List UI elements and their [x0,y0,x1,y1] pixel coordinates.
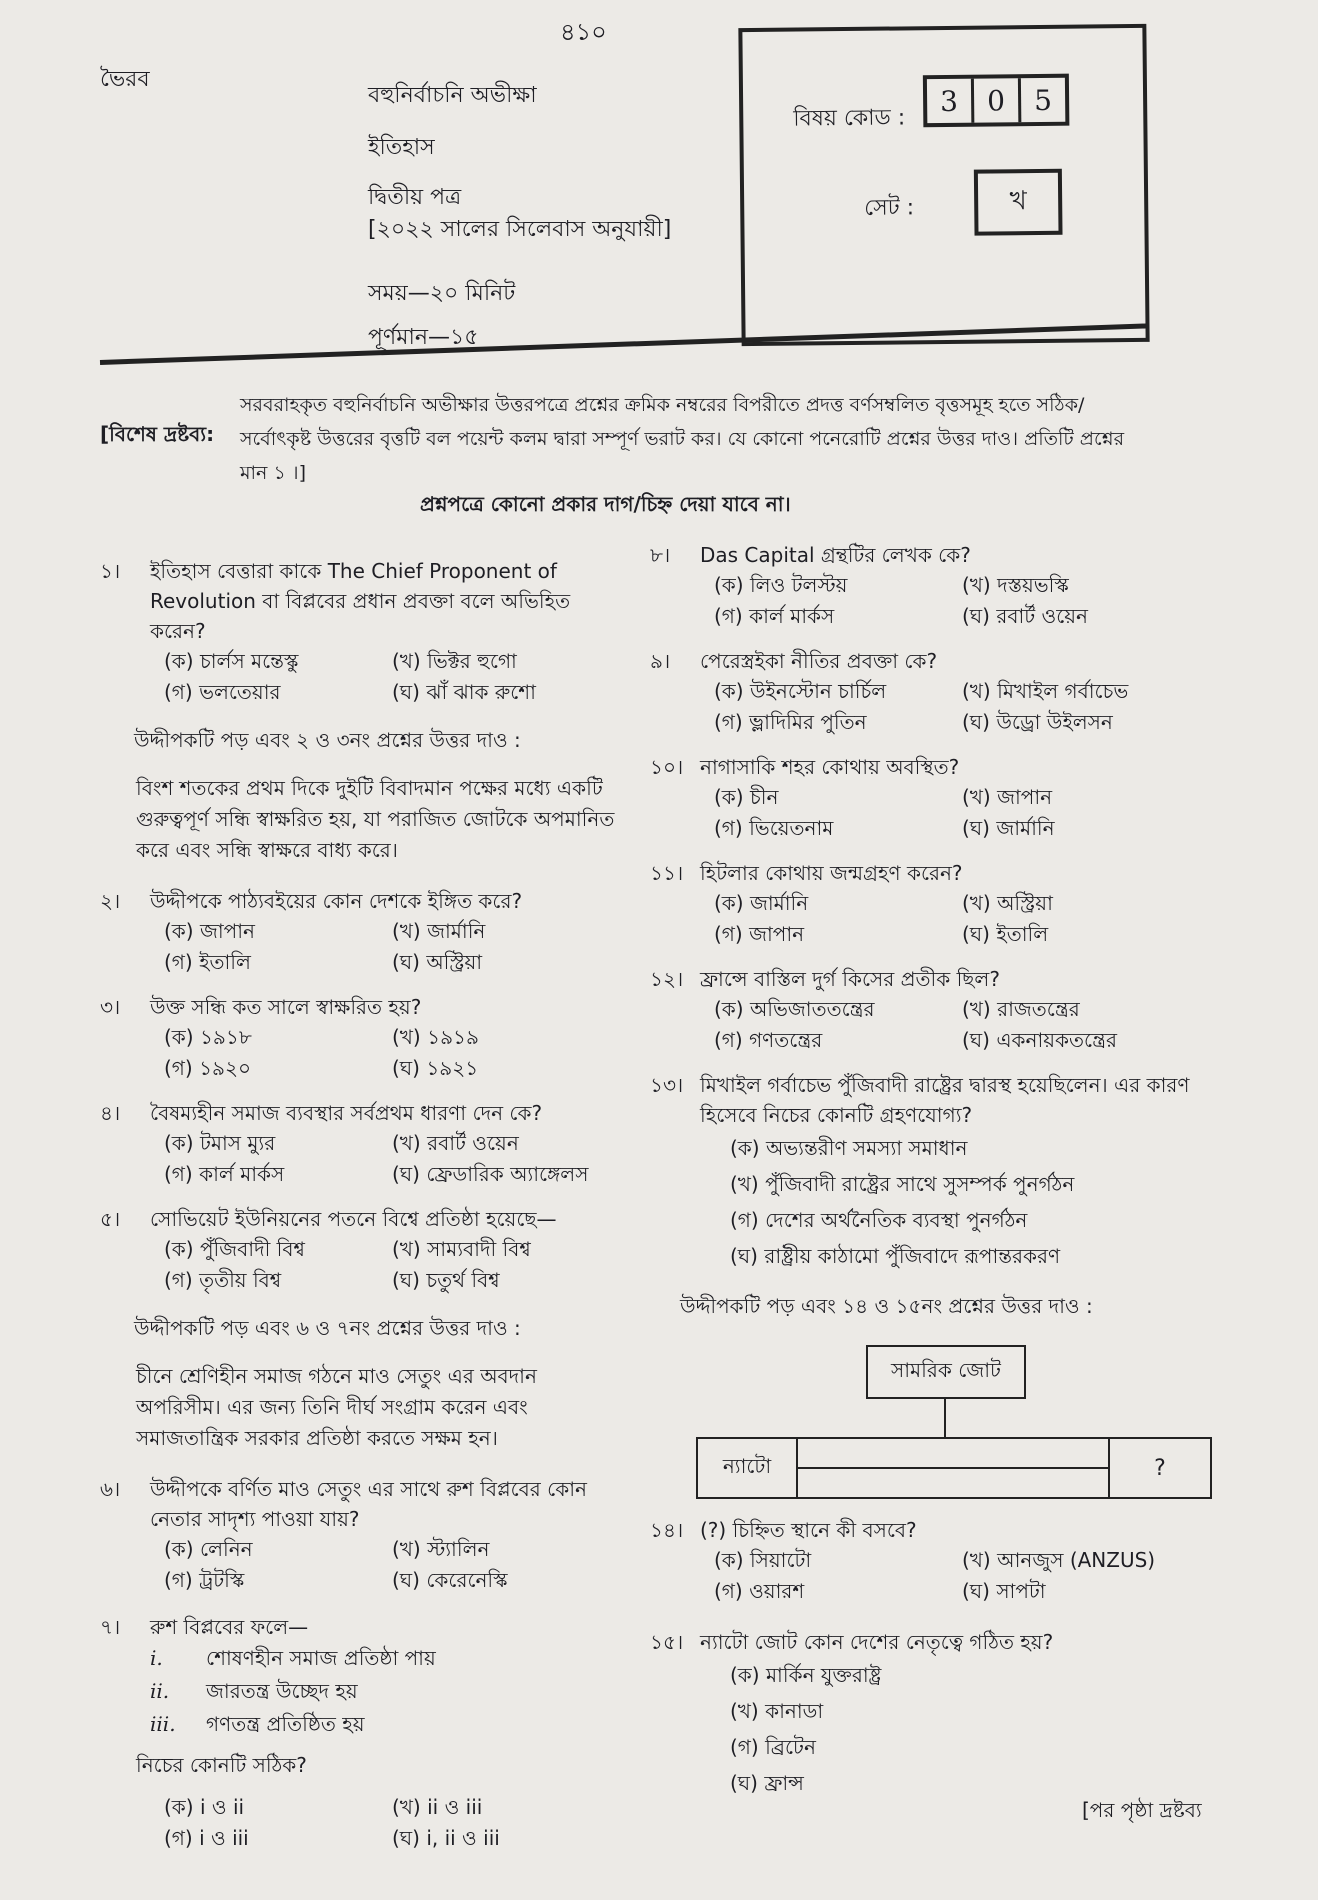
time-allowed: সময়—২০ মিনিট [368,281,516,306]
question-number: ৩। [100,995,121,1019]
options [730,1130,1210,1274]
question-12 [650,964,1210,994]
option: (ঘ) কেরেনেস্কি [392,1568,508,1592]
paper-name: দ্বিতীয় পত্র [368,185,462,210]
option: (গ) ১৯২০ [164,1056,252,1080]
question-9 [650,646,1210,676]
option: (খ) মিখাইল গর্বাচেভ [962,679,1129,703]
option: (ঘ) i, ii ও iii [392,1826,500,1850]
header-divider [100,323,1148,365]
option: (খ) রবার্ট ওয়েন [392,1131,519,1155]
option: (ক) টমাস ম্যুর [164,1131,276,1155]
next-page-note: [পর পৃষ্ঠা দ্রষ্টব্য [1082,1798,1202,1822]
question-number: ১৫। [650,1630,684,1654]
statement-list [150,1642,620,1741]
question-text: ন্যাটো জোট কোন দেশের নেতৃত্বে গঠিত হয়? [700,1630,1054,1654]
option: (ঘ) ইতালি [962,922,1049,946]
option: (ঘ) উড্রো উইলসন [962,710,1113,734]
option: (গ) গণতন্ত্রের [714,1028,823,1052]
left-column [100,548,620,1854]
question-text: ফ্রান্সে বাস্তিল দুর্গ কিসের প্রতীক ছিল? [700,967,1000,991]
question-text: বৈষম্যহীন সমাজ ব্যবস্থার সর্বপ্রথম ধারণা দেন কে? [150,1101,543,1125]
option: (ক) উইনস্টোন চার্চিল [714,679,887,703]
option: (খ) ১৯১৯ [392,1025,480,1049]
option: (ঘ) ফ্রেডারিক অ্যাঙ্গেলস [392,1162,589,1186]
question-3 [100,992,620,1022]
statement: i. শোষণহীন সমাজ প্রতিষ্ঠা পায় [150,1646,436,1670]
stimulus-heading: উদ্দীপকটি পড় এবং ২ ও ৩নং প্রশ্নের উত্তর দাও : [134,728,521,752]
options [730,1657,1210,1801]
question-7 [100,1612,620,1642]
options [714,1545,1210,1607]
option: (ক) লিও টলস্টয় [714,573,848,597]
diagram-connector [944,1397,946,1437]
question-text: উদ্দীপকে পাঠ্যবইয়ের কোন দেশকে ইঙ্গিত করে? [150,889,523,913]
question-number: ৭। [100,1615,121,1639]
subject-code-digit: 3 [927,79,974,123]
option: (ঘ) সাপটা [962,1579,1046,1603]
options [714,782,1210,844]
question-2 [100,886,620,916]
option: (গ) জাপান [714,922,805,946]
question-number: ২। [100,889,121,913]
option: (গ) ভলতেয়ার [164,680,281,704]
option: (গ) ট্রটস্কি [164,1568,245,1592]
question-8 [650,540,1210,570]
question-number: ৪। [100,1101,121,1125]
option: (ঘ) ঝাঁ ঝাক রুশো [392,680,536,704]
special-note-label: [বিশেষ দ্রষ্টব্য: [100,422,215,446]
diagram-top-box: সামরিক জোট [866,1345,1026,1399]
options [714,888,1210,950]
diagram-question-box: ? [1108,1439,1210,1497]
option: (ক) ১৯১৮ [164,1025,252,1049]
question-text: মিখাইল গর্বাচেভ পুঁজিবাদী রাষ্ট্রের দ্বারস্থ হয়েছিলেন। এর কারণ হিসেবে নিচের কোনটি গ্রহণযোগ্য? [700,1073,1190,1127]
question-number: ৬। [100,1477,121,1501]
option: (ক) জাপান [164,919,255,943]
options [164,1128,620,1190]
options [714,994,1210,1056]
option: (গ) কার্ল মার্কস [714,604,835,628]
options [164,1792,620,1854]
question-number: ১১। [650,861,684,885]
option: (গ) ইতালি [164,950,251,974]
option: (ঘ) চতুর্থ বিশ্ব [392,1268,500,1292]
option: (ঘ) ফ্রান্স [730,1771,804,1795]
option: (খ) সাম্যবাদী বিশ্ব [392,1237,531,1261]
option: (গ) ভিয়েতনাম [714,816,834,840]
exam-type: বহুনির্বাচনি অভীক্ষা [368,83,537,108]
options [164,646,620,708]
option: (ঘ) অস্ট্রিয়া [392,950,483,974]
option: (গ) কার্ল মার্কস [164,1162,285,1186]
options [164,1534,620,1596]
question-15 [650,1627,1210,1657]
option: (ক) পুঁজিবাদী বিশ্ব [164,1237,305,1261]
option: (ক) জার্মানি [714,891,809,915]
question-text: (?) চিহ্নিত স্থানে কী বসবে? [700,1518,917,1542]
warning-text: প্রশ্নপত্রে কোনো প্রকার দাগ/চিহ্ন দেয়া যাবে না। [420,492,791,516]
diagram-left-box: ন্যাটো [698,1439,798,1497]
question-number: ১২। [650,967,684,991]
set-label: সেট : [864,195,915,221]
option: (ঘ) একনায়কতন্ত্রের [962,1028,1117,1052]
option: (খ) ভিক্টর হুগো [392,649,517,673]
question-6 [100,1474,620,1534]
question-text: উক্ত সন্ধি কত সালে স্বাক্ষরিত হয়? [150,995,422,1019]
question-number: ৫। [100,1207,121,1231]
options [714,570,1210,632]
question-number: ৯। [650,649,671,673]
stimulus-heading: উদ্দীপকটি পড় এবং ১৪ ও ১৫নং প্রশ্নের উত্তর দাও : [680,1294,1093,1318]
set-value: খ [974,169,1063,236]
subject-code-digit: 5 [1034,83,1053,117]
option: (গ) ওয়ারশ [714,1579,805,1603]
which-correct-text: নিচের কোনটি সঠিক? [136,1753,307,1777]
question-number: ৮। [650,543,671,567]
options [714,676,1210,738]
alliance-diagram [670,1345,1200,1505]
question-1 [100,556,620,646]
option: (খ) পুঁজিবাদী রাষ্ট্রের সাথে সুসম্পর্ক পুনর্গঠন [730,1172,1075,1196]
option: (খ) রাজতন্ত্রের [962,997,1080,1021]
special-note-text: সরবরাহকৃত বহুনির্বাচনি অভীক্ষার উত্তরপত্রে প্রশ্নের ক্রমিক নম্বরের বিপরীতে প্রদত্ত বর্ণসম্বলিত বৃত্তসমূহ হতে সঠিক/সর্বোৎকৃষ্ট উত্তরের বৃত্তটি বল পয়েন্ট কলম দ্বারা সম্পূর্ণ ভরাট কর। যে কোনো পনেরোটি প্রশ্নের উত্তর দাও। প্রতিটি প্রশ্নের মান ১ ।] [240,394,1125,484]
option: (গ) তৃতীয় বিশ্ব [164,1268,282,1292]
option: (খ) জাপান [962,785,1053,809]
option: (ক) লেনিন [164,1537,253,1561]
question-4 [100,1098,620,1128]
option: (ঘ) ১৯২১ [392,1056,479,1080]
question-text: হিটলার কোথায় জন্মগ্রহণ করেন? [700,861,963,885]
subject-code-box [738,24,1149,346]
option: (গ) ব্রিটেন [730,1735,816,1759]
option: (ঘ) রাষ্ট্রীয় কাঠামো পুঁজিবাদে রূপান্তরকরণ [730,1244,1061,1268]
question-text: রুশ বিপ্লবের ফলে— [150,1615,309,1639]
question-13 [650,1070,1210,1130]
option: (গ) ভ্লাদিমির পুতিন [714,710,867,734]
subject-code-label: বিষয় কোড : [793,105,906,132]
statement: ii. জারতন্ত্র উচ্ছেদ হয় [150,1679,358,1703]
board-name: ভৈরব [100,67,150,92]
option: (খ) কানাডা [730,1699,824,1723]
full-marks: পূর্ণমান—১৫ [368,325,479,350]
options [164,1234,620,1296]
option: (খ) দস্তয়ভস্কি [962,573,1069,597]
question-text: উদ্দীপকে বর্ণিত মাও সেতুং এর সাথে রুশ বিপ্লবের কোন নেতার সাদৃশ্য পাওয়া যায়? [150,1477,587,1531]
option: (গ) দেশের অর্থনৈতিক ব্যবস্থা পুনর্গঠন [730,1208,1028,1232]
question-text: ইতিহাস বেত্তারা কাকে The Chief Proponent of Revolution বা বিপ্লবের প্রধান প্রবক্তা বলে অভিহিত করেন? [150,559,571,643]
question-10 [650,752,1210,782]
question-5 [100,1204,620,1234]
stimulus-text: চীনে শ্রেণিহীন সমাজ গঠনে মাও সেতুং এর অবদান অপরিসীম। এর জন্য তিনি দীর্ঘ সংগ্রাম করেন এবং সমাজতান্ত্রিক সরকার প্রতিষ্ঠা করতে সক্ষম হন। [136,1364,537,1450]
option: (খ) অস্ট্রিয়া [962,891,1053,915]
option: (ক) চার্লস মন্তেস্কু [164,649,299,673]
option: (খ) জার্মানি [392,919,486,943]
question-number: ১৩। [650,1073,684,1097]
option: (ঘ) রবার্ট ওয়েন [962,604,1088,628]
diagram-middle-line [798,1467,1108,1469]
right-column [650,532,1210,1801]
option: (গ) i ও iii [164,1826,249,1850]
statement: iii. গণতন্ত্র প্রতিষ্ঠিত হয় [150,1712,365,1736]
option: (খ) স্ট্যালিন [392,1537,490,1561]
question-text: নাগাসাকি শহর কোথায় অবস্থিত? [700,755,960,779]
option: (ঘ) জার্মানি [962,816,1055,840]
option: (ক) i ও ii [164,1795,245,1819]
question-text: পেরেস্ত্রইকা নীতির প্রবক্তা কে? [700,649,938,673]
question-number: ১। [100,559,121,583]
question-number: ১০। [650,755,684,779]
stimulus-heading: উদ্দীপকটি পড় এবং ৬ ও ৭নং প্রশ্নের উত্তর দাও : [134,1316,521,1340]
subject-code-cells [923,74,1070,128]
option: (ক) অভ্যন্তরীণ সমস্যা সমাধান [730,1136,968,1160]
subject-code-digit: 0 [974,78,1021,122]
option: (ক) মার্কিন যুক্তরাষ্ট্র [730,1663,882,1687]
option: (ক) সিয়াটো [714,1548,812,1572]
question-number: ১৪। [650,1518,684,1542]
question-text: Das Capital গ্রন্থটির লেখক কে? [700,543,971,567]
diagram-bar [696,1437,1212,1499]
option: (ক) চীন [714,785,779,809]
option: (খ) ii ও iii [392,1795,483,1819]
option: (খ) আনজুস (ANZUS) [962,1548,1156,1572]
subject-name: ইতিহাস [368,135,435,160]
syllabus-note: [২০২২ সালের সিলেবাস অনুযায়ী] [368,217,672,242]
question-11 [650,858,1210,888]
options [164,916,620,978]
question-text: সোভিয়েট ইউনিয়নের পতনে বিশ্বে প্রতিষ্ঠা হয়েছে— [150,1207,557,1231]
stimulus-text: বিংশ শতকের প্রথম দিকে দুইটি বিবাদমান পক্ষের মধ্যে একটি গুরুত্বপূর্ণ সন্ধি স্বাক্ষরিত হয়, যা পরাজিত জোটকে অপমানিত করে এবং সন্ধি স্বাক্ষরে বাধ্য করে। [136,776,615,862]
option: (ক) অভিজাততন্ত্রের [714,997,875,1021]
options [164,1022,620,1084]
page-number: ৪১০ [560,18,607,46]
question-14 [650,1515,1210,1545]
